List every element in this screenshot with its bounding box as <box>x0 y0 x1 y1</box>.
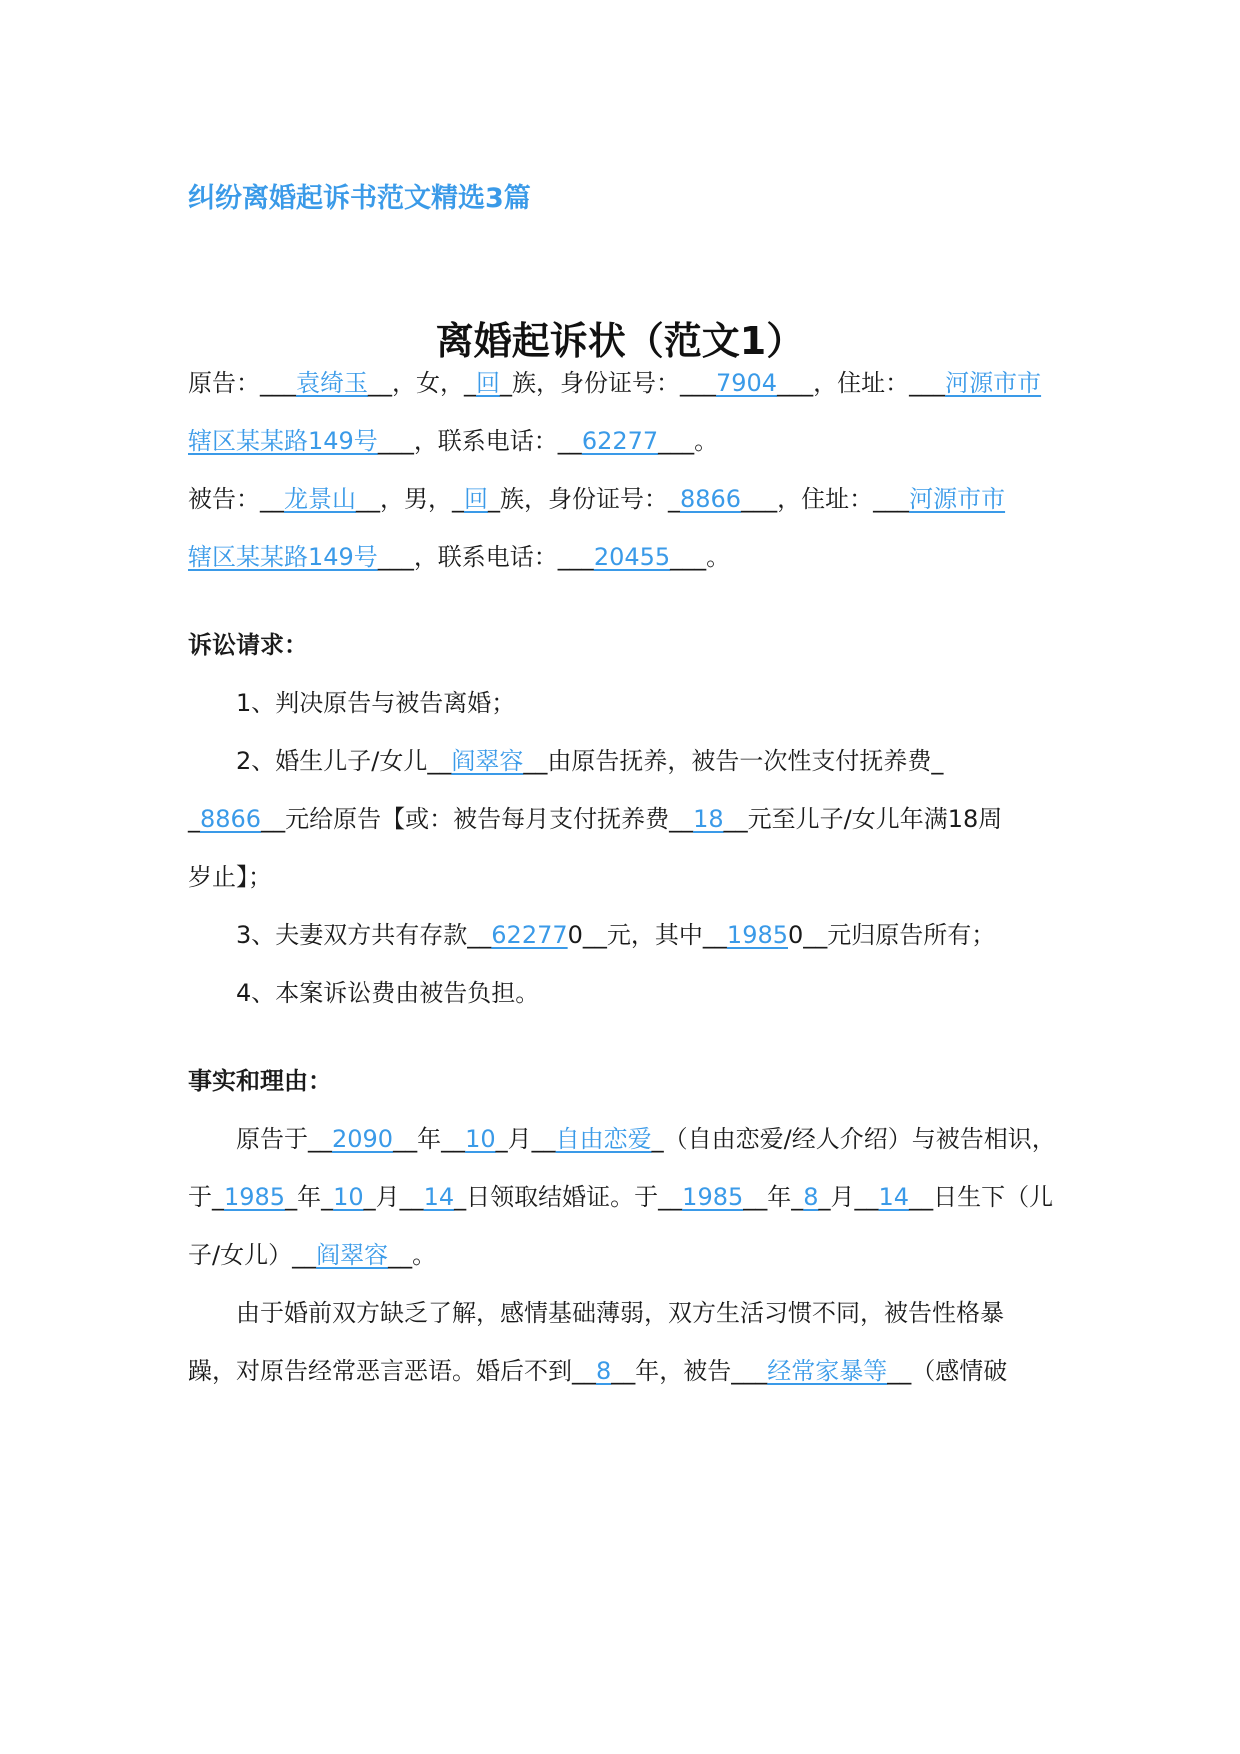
defendant-label: 被告：__ <box>188 485 284 513</box>
marry-year: 1985 <box>224 1183 286 1211</box>
facts-p1-line-2 <box>188 1180 1088 1214</box>
text: __元至儿子/女儿年满18周 <box>723 805 1003 833</box>
defendant-address-2: 辖区某某路149号 <box>188 543 378 571</box>
birth-month: 8 <box>803 1183 819 1211</box>
text: _ <box>188 805 200 833</box>
text: __年__ <box>393 1125 466 1153</box>
text: __，男，_ <box>356 485 464 513</box>
claim-item-2-line-1 <box>236 744 1136 778</box>
text: 0__元归原告所有； <box>788 921 996 949</box>
facts-child-name: 阎翠容 <box>316 1241 389 1269</box>
text: 躁，对原告经常恶言恶语。婚后不到__ <box>188 1357 596 1385</box>
plaintiff-id-number: 7904 <box>716 369 778 397</box>
defendant-behavior: 经常家暴等 <box>767 1357 888 1385</box>
text: 子/女儿）__ <box>188 1241 317 1269</box>
header-title: 纠纷离婚起诉书范文精选3篇 <box>188 183 531 214</box>
text: _族，身份证号：___ <box>500 369 716 397</box>
text: _日领取结婚证。于__ <box>454 1183 683 1211</box>
marry-day: 14 <box>423 1183 455 1211</box>
text: _月__ <box>818 1183 879 1211</box>
defendant-line-2 <box>188 540 1088 574</box>
text: _月__ <box>495 1125 556 1153</box>
text: 3、夫妻双方共有存款__ <box>236 921 492 949</box>
text: __。 <box>388 1241 437 1269</box>
text: ___，住址：___ <box>777 369 946 397</box>
text: __年_ <box>743 1183 804 1211</box>
claim-monthly-support: 18 <box>693 805 724 833</box>
text: _（自由恋爱/经人介绍）与被告相识， <box>651 1125 1056 1153</box>
defendant-phone: 20455 <box>593 543 671 571</box>
text: _族，身份证号：_ <box>488 485 680 513</box>
text: _月__ <box>363 1183 424 1211</box>
birth-day: 14 <box>878 1183 910 1211</box>
plaintiff-address-2: 辖区某某路149号 <box>188 427 378 455</box>
text: 原告于__ <box>236 1125 332 1153</box>
plaintiff-phone: 62277 <box>581 427 659 455</box>
defendant-name: 龙景山 <box>284 485 356 513</box>
claim-plaintiff-share: 1985 <box>726 921 788 949</box>
plaintiff-label: 原告：___ <box>188 369 296 397</box>
claim-item-4: 4、本案诉讼费由被告负担。 <box>236 979 540 1007</box>
plaintiff-line-1 <box>188 366 1088 400</box>
claim-item-1: 1、判决原告与被告离婚； <box>236 689 516 717</box>
facts-p1-line-3 <box>188 1238 1088 1272</box>
claim-item-2-line-2 <box>188 802 1088 836</box>
defendant-ethnicity: 回 <box>464 485 488 513</box>
facts-p1-line-1 <box>236 1122 1136 1156</box>
text: ___。 <box>658 427 719 455</box>
text: ___，联系电话：__ <box>377 427 582 455</box>
text: 于_ <box>188 1183 224 1211</box>
plaintiff-line-2 <box>188 424 1088 458</box>
text: __年，被告___ <box>611 1357 768 1385</box>
years-after-marriage: 8 <box>596 1357 612 1385</box>
birth-year: 1985 <box>682 1183 744 1211</box>
claim-support-amount: 8866 <box>200 805 262 833</box>
text: _年_ <box>285 1183 334 1211</box>
plaintiff-address-1: 河源市市 <box>945 369 1042 397</box>
meet-year: 2090 <box>332 1125 394 1153</box>
text: ___，住址：___ <box>741 485 910 513</box>
plaintiff-name: 袁绮玉 <box>296 369 368 397</box>
defendant-line-1 <box>188 482 1088 516</box>
claim-savings: 62277 <box>491 921 568 949</box>
defendant-id-number: 8866 <box>680 485 742 513</box>
claims-heading: 诉讼请求： <box>188 631 308 659</box>
text: ___。 <box>670 543 731 571</box>
meet-month: 10 <box>465 1125 496 1153</box>
text: 0__元，其中__ <box>567 921 727 949</box>
text: ___，联系电话：___ <box>377 543 594 571</box>
claim-item-2-line-3: 岁止】； <box>188 863 272 891</box>
claim-item-3 <box>236 918 1136 952</box>
document-title: 离婚起诉状（范文1） <box>435 319 805 363</box>
text: __，女，_ <box>368 369 476 397</box>
plaintiff-ethnicity: 回 <box>476 369 500 397</box>
facts-p2-line-2 <box>188 1354 1088 1388</box>
facts-heading: 事实和理由： <box>188 1067 332 1095</box>
defendant-address-1: 河源市市 <box>909 485 1006 513</box>
meet-way: 自由恋爱 <box>555 1125 652 1153</box>
text: 2、婚生儿子/女儿__ <box>236 747 452 775</box>
facts-p2-line-1: 由于婚前双方缺乏了解，感情基础薄弱，双方生活习惯不同，被告性格暴 <box>236 1299 1004 1327</box>
text: __（感情破 <box>887 1357 1008 1385</box>
text: __由原告抚养，被告一次性支付抚养费_ <box>523 747 944 775</box>
claim-child-name: 阎翠容 <box>451 747 524 775</box>
text: __元给原告【或：被告每月支付抚养费__ <box>261 805 694 833</box>
text: __日生下（儿 <box>909 1183 1054 1211</box>
marry-month: 10 <box>333 1183 364 1211</box>
